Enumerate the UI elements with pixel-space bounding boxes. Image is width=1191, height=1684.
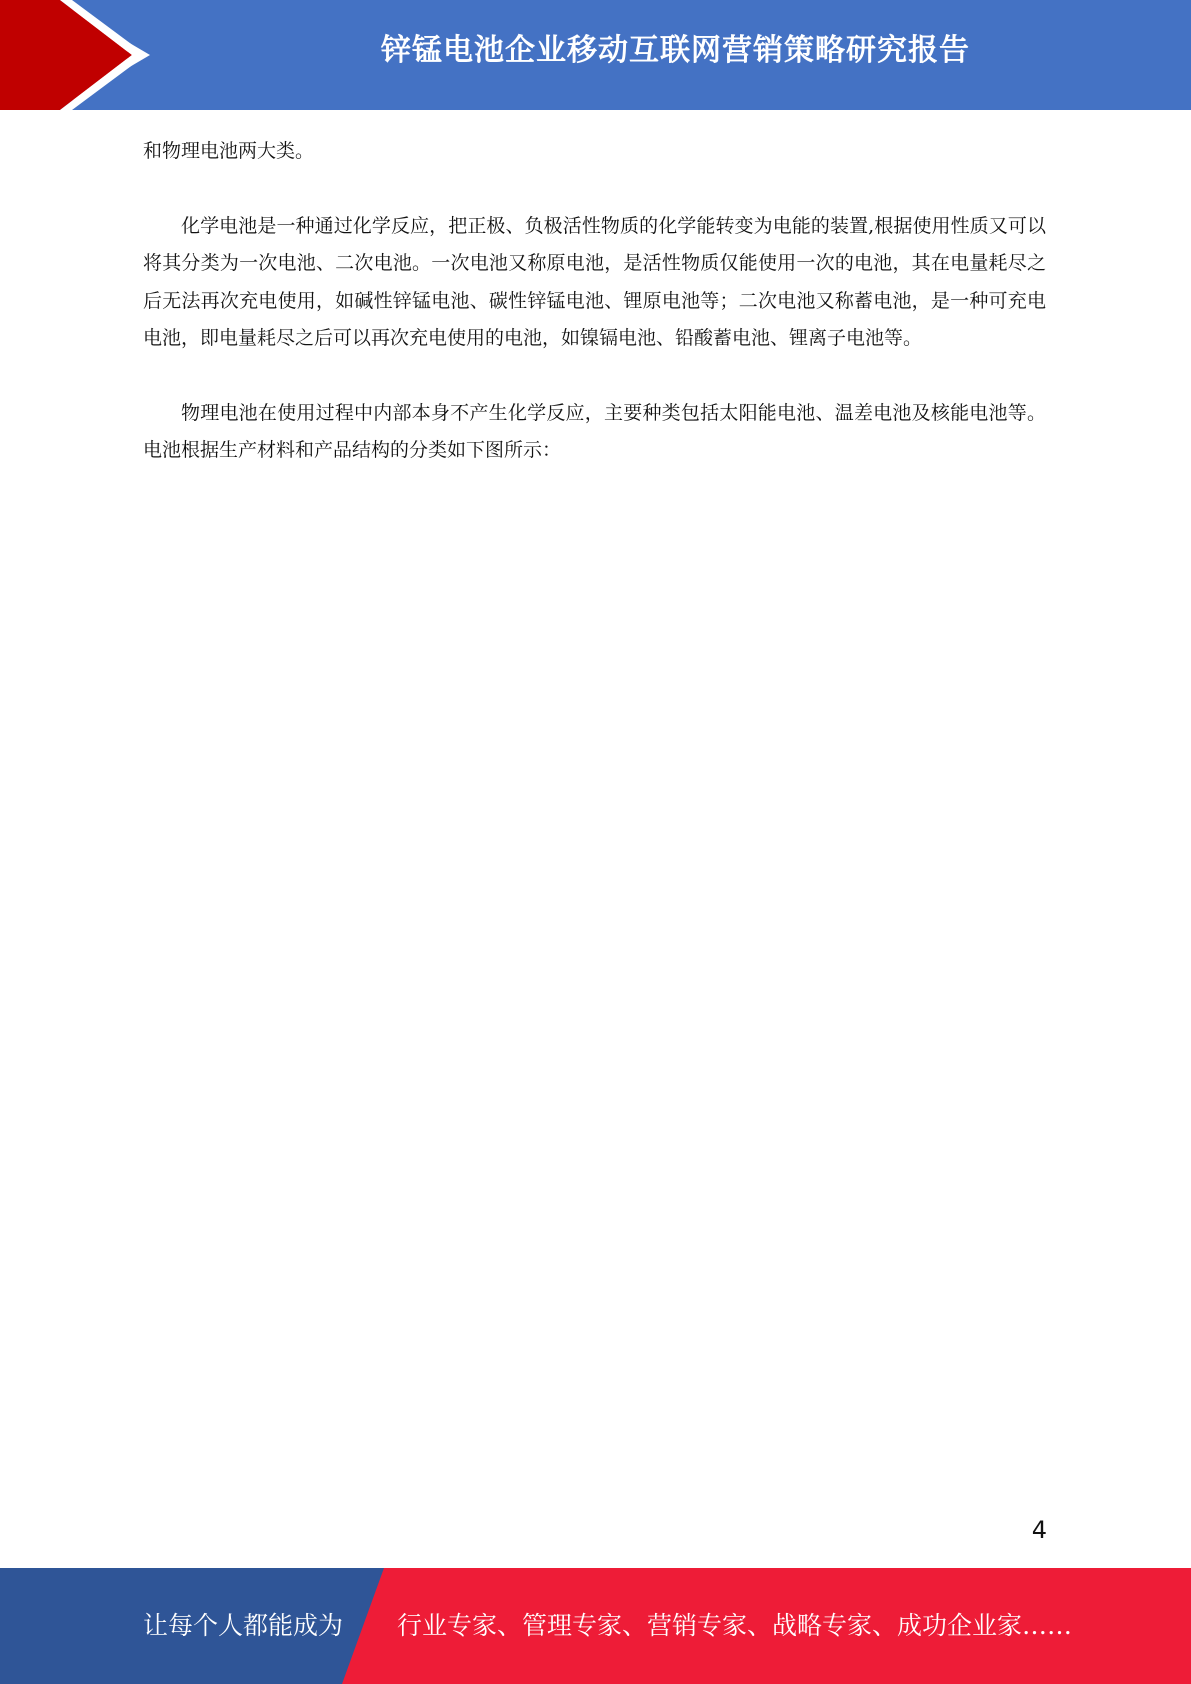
page-number: 4 <box>1031 1516 1047 1544</box>
paragraph-1: 和物理电池两大类。 <box>143 140 315 162</box>
header-arrow-icon <box>0 0 160 112</box>
page-header <box>0 0 1191 110</box>
page-footer <box>0 1568 1191 1684</box>
footer-slogan-left: 让每个人都能成为 <box>143 1611 344 1640</box>
report-title: 锌锰电池企业移动互联网营销策略研究报告 <box>381 33 970 68</box>
body-content <box>143 133 1046 507</box>
paragraph-3: 物理电池在使用过程中内部本身不产生化学反应，主要种类包括太阳能电池、温差电池及核能电池等。电池根据生产材料和产品结构的分类如下图所示： <box>143 401 1046 461</box>
footer-slogan-right: 行业专家、管理专家、营销专家、战略专家、成功企业家…… <box>397 1611 1073 1640</box>
paragraph-2: 化学电池是一种通过化学反应，把正极、负极活性物质的化学能转变为电能的装置,根据使用性质又可以将其分类为一次电池、二次电池。一次电池又称原电池，是活性物质仅能使用一次的电池，其在电量耗尽之后无法再次充电使用，如碱性锌锰电池、碳性锌锰电池、锂原电池等；二次电池又称蓄电池，是一种可充电电池，即电量耗尽之后可以再次充电使用的电池，如镍镉电池、铅酸蓄电池、锂离子电池等。 <box>143 214 1046 349</box>
